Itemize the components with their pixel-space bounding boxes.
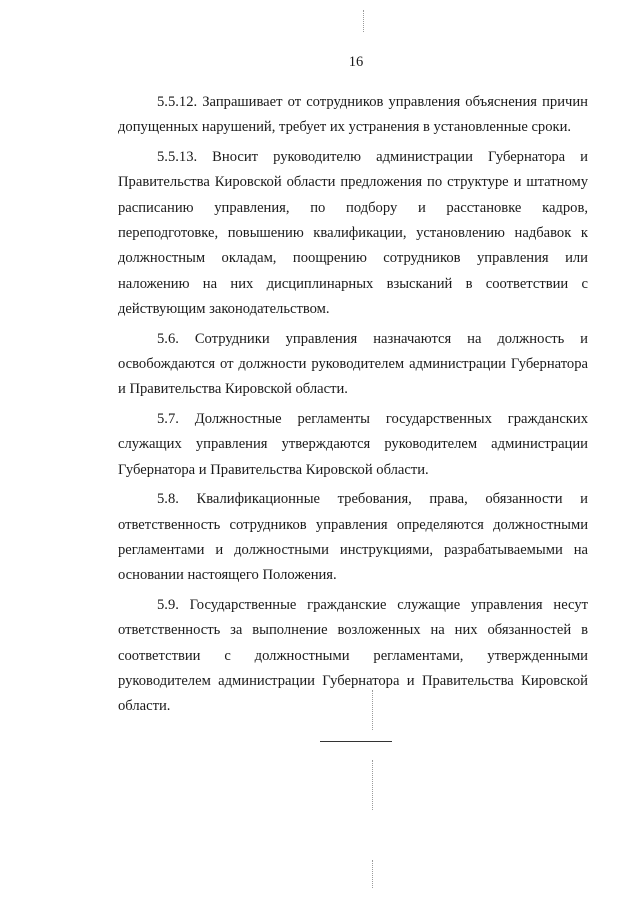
scan-artifact-mark: [363, 10, 364, 32]
paragraph-5-8: 5.8. Квалификационные требования, права, обязанности и ответственность сотрудников управления определяются должностными регламентами и должностными инструкциями, разрабатываемыми на основании настоящего Положения.: [118, 491, 588, 584]
scan-artifact-mark: [372, 860, 373, 888]
document-body: [118, 90, 588, 724]
paragraph-5-6: 5.6. Сотрудники управления назначаются на должность и освобождаются от должности руководителем администрации Губернатора и Правительства Кировской области.: [118, 330, 588, 398]
paragraph-5-5-12: 5.5.12. Запрашивает от сотрудников управления объяснения причин допущенных нарушений, требует их устранения в установленные сроки.: [118, 94, 588, 136]
page-number: 16: [348, 54, 364, 70]
scan-artifact-mark: [372, 690, 373, 730]
paragraph-5-5-13: 5.5.13. Вносит руководителю администрации Губернатора и Правительства Кировской области предложения по структуре и штатному расписанию управления, по подбору и расстановке кадров, переподготовке, повышению квалификации, установлению надбавок к должностным окладам, поощрению сотрудников управления или наложению на них дисциплинарных взысканий в соответствии с действующим законодательством.: [118, 148, 588, 318]
scan-artifact-mark: [372, 760, 373, 810]
paragraph-5-9: 5.9. Государственные гражданские служащие управления несут ответственность за выполнение возложенных на них обязанностей в соответствии с должностными регламентами, утвержденными руководителем администрации Губернатора и Правительства Кировской области.: [118, 596, 588, 715]
paragraph-5-7: 5.7. Должностные регламенты государственных гражданских служащих управления утверждаются руководителем администрации Губернатора и Правительства Кировской области.: [118, 410, 588, 478]
end-of-document-rule: [320, 741, 392, 742]
